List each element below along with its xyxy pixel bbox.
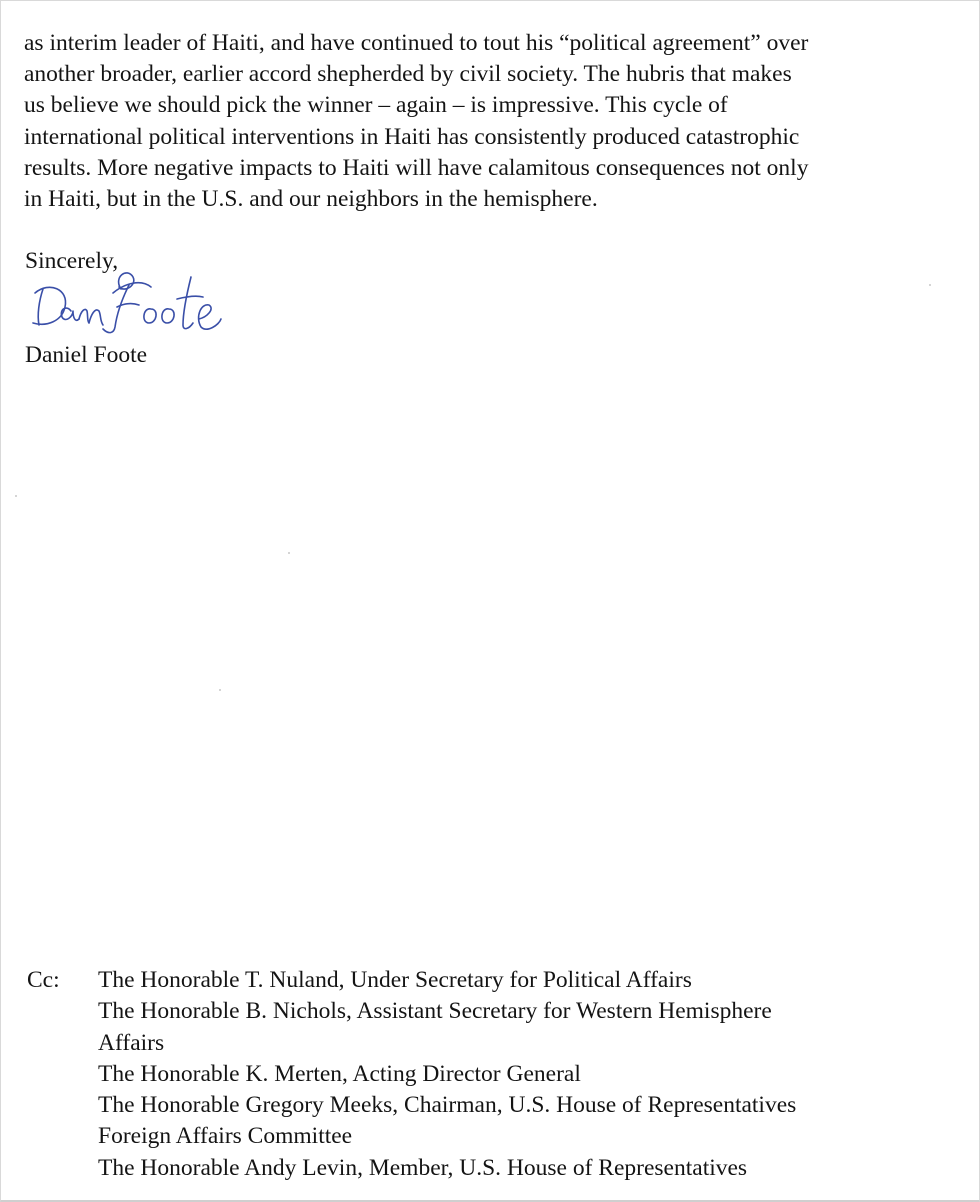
signer-name: Daniel Foote <box>25 342 148 368</box>
cc-line: The Honorable Andy Levin, Member, U.S. House of Representatives <box>98 1154 748 1181</box>
cc-line: The Honorable B. Nichols, Assistant Secretary for Western Hemisphere <box>98 998 772 1025</box>
body-line: international political interventions in Haiti has consistently produced catastrophic <box>24 123 800 150</box>
scan-speck <box>219 689 221 691</box>
body-line: as interim leader of Haiti, and have continued to tout his “political agreement” over <box>24 30 809 56</box>
body-line: results. More negative impacts to Haiti will have calamitous consequences not only <box>24 154 809 181</box>
scan-speck <box>929 284 931 286</box>
body-line: us believe we should pick the winner – again – is impressive. This cycle of <box>24 92 728 119</box>
letter-closing: Sincerely, <box>25 248 119 274</box>
scan-speck <box>288 552 290 554</box>
cc-line: The Honorable Gregory Meeks, Chairman, U.S. House of Representatives <box>98 1092 797 1119</box>
letter-body-paragraph <box>24 28 934 215</box>
cc-line: The Honorable T. Nuland, Under Secretary for Political Affairs <box>98 967 692 993</box>
body-line: another broader, earlier accord shepherded by civil society. The hubris that makes <box>24 61 792 88</box>
cc-line: Affairs <box>98 1029 165 1056</box>
scan-speck <box>15 495 17 497</box>
cc-recipient-list <box>98 965 918 1184</box>
cc-line: The Honorable K. Merten, Acting Director General <box>98 1060 581 1087</box>
body-line: in Haiti, but in the U.S. and our neighbors in the hemisphere. <box>24 186 598 213</box>
handwritten-signature <box>29 263 229 343</box>
cc-line: Foreign Affairs Committee <box>98 1123 353 1150</box>
cc-label: Cc: <box>27 967 60 993</box>
